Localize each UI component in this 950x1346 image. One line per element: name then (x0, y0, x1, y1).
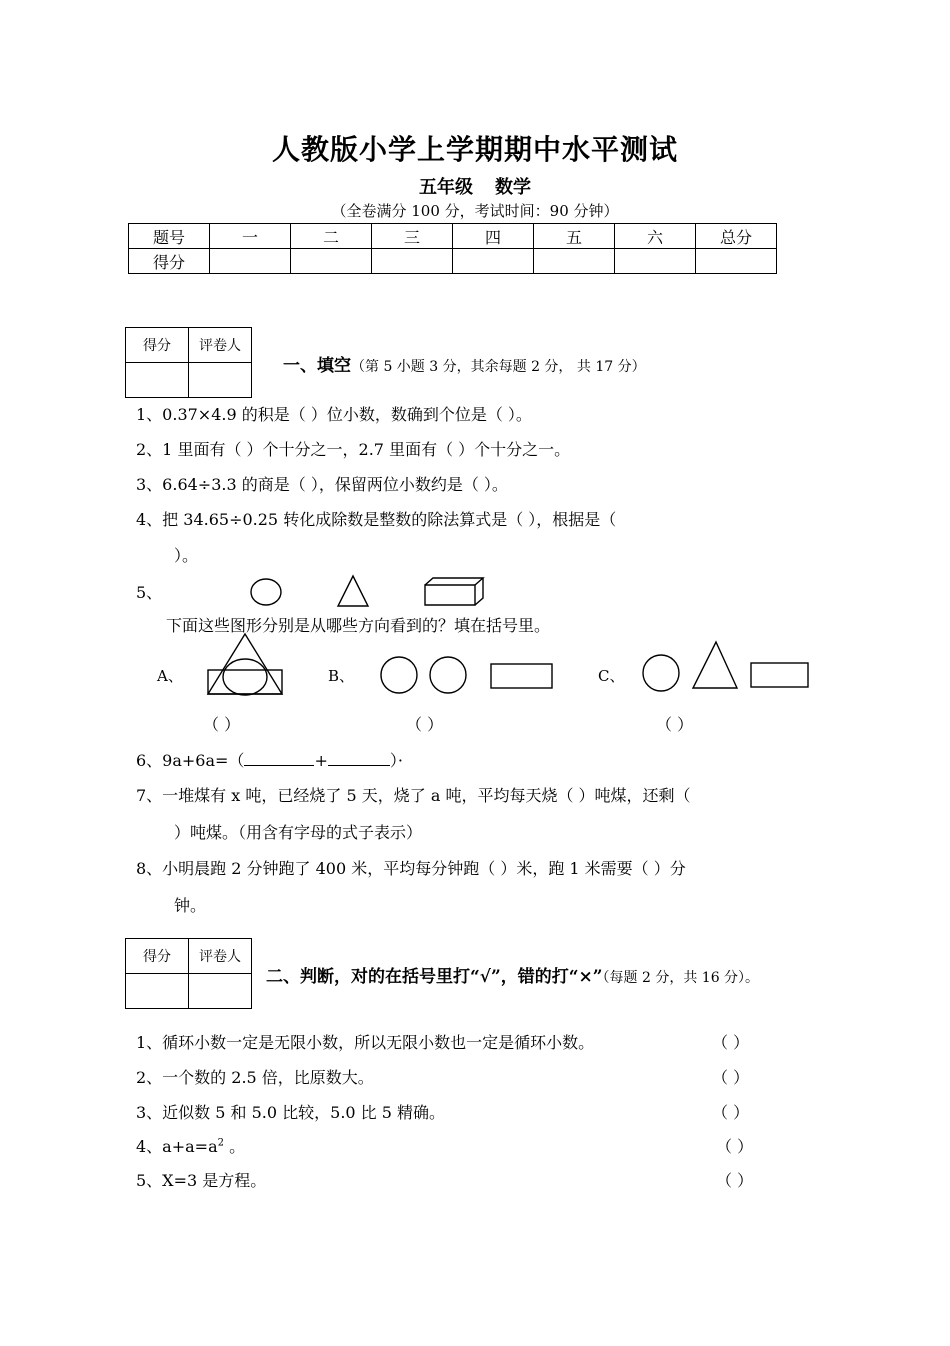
question-1-4-cont: ）。 (174, 546, 199, 565)
grader-name-label: 评卷人 (189, 939, 252, 974)
question-1-6-plus: + (314, 751, 328, 770)
score-header-cell: 总分 (696, 224, 777, 249)
score-table (128, 223, 777, 274)
grader-score-label: 得分 (126, 328, 189, 363)
question-1-7: 7、一堆煤有 x 吨，已经烧了 5 天，烧了 a 吨，平均每天烧（ ）吨煤，还剩（ (136, 786, 691, 805)
score-cell (453, 249, 534, 274)
answer-line[interactable] (328, 751, 390, 766)
page-subtitle (0, 173, 950, 199)
score-header-cell: 题号 (129, 224, 210, 249)
question-1-5-number: 5、 (136, 583, 163, 602)
grader-name-cell (189, 974, 252, 1009)
option-b-blank[interactable]: （ ） (406, 715, 444, 734)
grader-score-cell (126, 974, 189, 1009)
option-c-figure (640, 638, 812, 696)
section1-title: 一、填空 (283, 356, 351, 376)
question-2-1: 1、循环小数一定是无限小数，所以无限小数也一定是循环小数。 (136, 1033, 595, 1052)
triangle-figure (335, 574, 371, 608)
question-1-3: 3、6.64÷3.3 的商是（ ），保留两位小数约是（ ）。 (136, 475, 508, 494)
question-1-6-prefix: 6、9a+6a=（ (136, 751, 245, 770)
score-table-header-row (129, 224, 777, 249)
answer-paren-2-3[interactable]: （ ） (712, 1103, 750, 1122)
answer-paren-2-1[interactable]: （ ） (712, 1033, 750, 1052)
question-2-3: 3、近似数 5 和 5.0 比较，5.0 比 5 精确。 (136, 1103, 446, 1122)
section2-heading (266, 962, 759, 987)
score-header-cell: 二 (291, 224, 372, 249)
grade-label: 五年级 (419, 177, 473, 198)
score-header-cell: 四 (453, 224, 534, 249)
grader-score-cell (126, 363, 189, 398)
option-a-figure (205, 632, 285, 698)
question-1-5-text: 下面这些图形分别是从哪些方向看到的？填在括号里。 (166, 616, 551, 635)
score-header-cell: 一 (210, 224, 291, 249)
question-2-4 (136, 1134, 245, 1157)
grader-name-label: 评卷人 (189, 328, 252, 363)
score-header-cell: 六 (615, 224, 696, 249)
score-cell (291, 249, 372, 274)
answer-paren-2-2[interactable]: （ ） (712, 1068, 750, 1087)
answer-paren-2-4[interactable]: （ ） (716, 1137, 754, 1156)
question-1-6 (136, 748, 403, 771)
option-c-blank[interactable]: （ ） (656, 715, 694, 734)
question-2-2: 2、一个数的 2.5 倍，比原数大。 (136, 1068, 374, 1087)
question-1-6-suffix: ）· (389, 751, 403, 770)
option-a-label: A、 (157, 667, 183, 685)
answer-line[interactable] (244, 751, 314, 766)
grader-box-1 (125, 327, 252, 398)
cuboid-figure (423, 577, 489, 607)
score-cell (615, 249, 696, 274)
score-table-score-row (129, 249, 777, 274)
question-2-4-text: 4、a+a=a (136, 1137, 218, 1156)
question-1-1: 1、0.37×4.9 的积是（ ）位小数，数确到个位是（ ）。 (136, 405, 532, 424)
score-cell (534, 249, 615, 274)
grader-score-label: 得分 (126, 939, 189, 974)
question-1-7-cont: ）吨煤。（用含有字母的式子表示） (174, 823, 423, 842)
question-2-4-end: 。 (224, 1137, 246, 1156)
section2-title: 二、判断，对的在括号里打“√”，错的打“×” (266, 967, 603, 987)
score-header-cell: 三 (372, 224, 453, 249)
question-2-4-sup: 2 (217, 1137, 224, 1149)
section2-note: （每题 2 分，共 16 分）。 (602, 970, 760, 986)
page-title: 人教版小学上学期期中水平测试 (271, 133, 678, 166)
question-1-8-cont: 钟。 (174, 896, 207, 915)
score-cell (372, 249, 453, 274)
question-1-4: 4、把 34.65÷0.25 转化成除数是整数的除法算式是（ ），根据是（ (136, 510, 617, 529)
grader-name-cell (189, 363, 252, 398)
question-2-5: 5、X=3 是方程。 (136, 1171, 267, 1190)
score-row-label: 得分 (129, 249, 210, 274)
section1-note: （第 5 小题 3 分，其余每题 2 分， 共 17 分） (351, 359, 646, 375)
subject-label: 数学 (495, 177, 531, 198)
question-1-8: 8、小明晨跑 2 分钟跑了 400 米，平均每分钟跑（ ）米，跑 1 米需要（ ）分 (136, 859, 686, 878)
score-cell (696, 249, 777, 274)
ellipse-figure (248, 576, 284, 608)
grader-box-2 (125, 938, 252, 1009)
section1-heading (283, 351, 646, 376)
question-1-2: 2、1 里面有（ ）个十分之一，2.7 里面有（ ）个十分之一。 (136, 440, 571, 459)
answer-paren-2-5[interactable]: （ ） (716, 1171, 754, 1190)
option-b-label: B、 (328, 667, 355, 685)
score-header-cell: 五 (534, 224, 615, 249)
option-c-label: C、 (598, 667, 625, 685)
score-cell (210, 249, 291, 274)
option-a-blank[interactable]: （ ） (203, 715, 241, 734)
exam-info: （全卷满分 100 分，考试时间：90 分钟） (331, 202, 619, 220)
option-b-figure (378, 654, 558, 696)
